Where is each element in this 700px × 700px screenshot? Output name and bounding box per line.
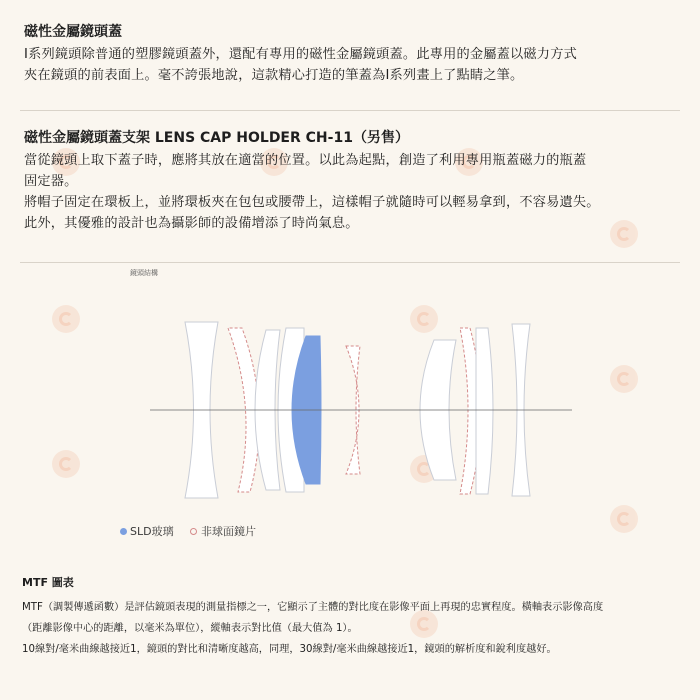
- legend-sld: [120, 523, 174, 539]
- lens-element: [476, 328, 493, 494]
- legend-aspherical: [190, 523, 256, 539]
- watermark-logo: [610, 505, 638, 533]
- mtf-title: MTF 圖表: [22, 576, 74, 589]
- paragraph-line: I系列鏡頭除普通的塑膠鏡頭蓋外，還配有專用的磁性金屬鏡頭蓋。此專用的金屬蓋以磁力方式: [24, 47, 577, 62]
- paragraph-line: 夾在鏡頭的前表面上。毫不誇張地說，這款精心打造的筆蓋為I系列畫上了點睛之筆。: [24, 68, 524, 83]
- divider: [20, 110, 680, 111]
- sld-dot-icon: [120, 528, 127, 535]
- paragraph-line: （距離影像中心的距離，以毫米為單位），縱軸表示對比值（最大值為 1）。: [22, 623, 358, 634]
- aspherical-ring-icon: [190, 528, 197, 535]
- diagram-caption: 鏡頭結構: [130, 269, 158, 277]
- legend-label: SLD玻璃: [130, 525, 174, 538]
- paragraph-line: 當從鏡頭上取下蓋子時，應將其放在適當的位置。以此為起點，創造了利用專用瓶蓋磁力的瓶蓋: [24, 153, 587, 168]
- lens-construction-diagram: [120, 262, 590, 552]
- cap-holder-section: [24, 128, 676, 234]
- paragraph-line: 將帽子固定在環板上，並將環板夾在包包或腰帶上，這樣帽子就隨時可以輕易拿到，不容易遺失。: [24, 195, 600, 210]
- lens-diagram-svg: [120, 262, 590, 552]
- section-title: 磁性金屬鏡頭蓋支架 LENS CAP HOLDER CH-11（另售）: [24, 130, 409, 146]
- paragraph-line: 10線對/毫米曲線越接近1，鏡頭的對比和清晰度越高，同理，30線對/毫米曲線越接近1，鏡頭的解析度和銳利度越好。: [22, 644, 557, 655]
- paragraph-line: MTF（調製傳遞函數）是評估鏡頭表現的測量指標之一，它顯示了主體的對比度在影像平面上再現的忠實程度。橫軸表示影像高度: [22, 602, 604, 613]
- watermark-logo: [610, 365, 638, 393]
- section-title: 磁性金屬鏡頭蓋: [24, 24, 122, 40]
- watermark-logo: [52, 450, 80, 478]
- watermark-logo: [52, 305, 80, 333]
- paragraph-line: 固定器。: [24, 174, 78, 189]
- mtf-description: [22, 597, 686, 660]
- paragraph-line: 此外，其優雅的設計也為攝影師的設備增添了時尚氣息。: [24, 216, 359, 231]
- magnetic-cap-section: [24, 22, 676, 86]
- legend-label: 非球面鏡片: [201, 525, 256, 538]
